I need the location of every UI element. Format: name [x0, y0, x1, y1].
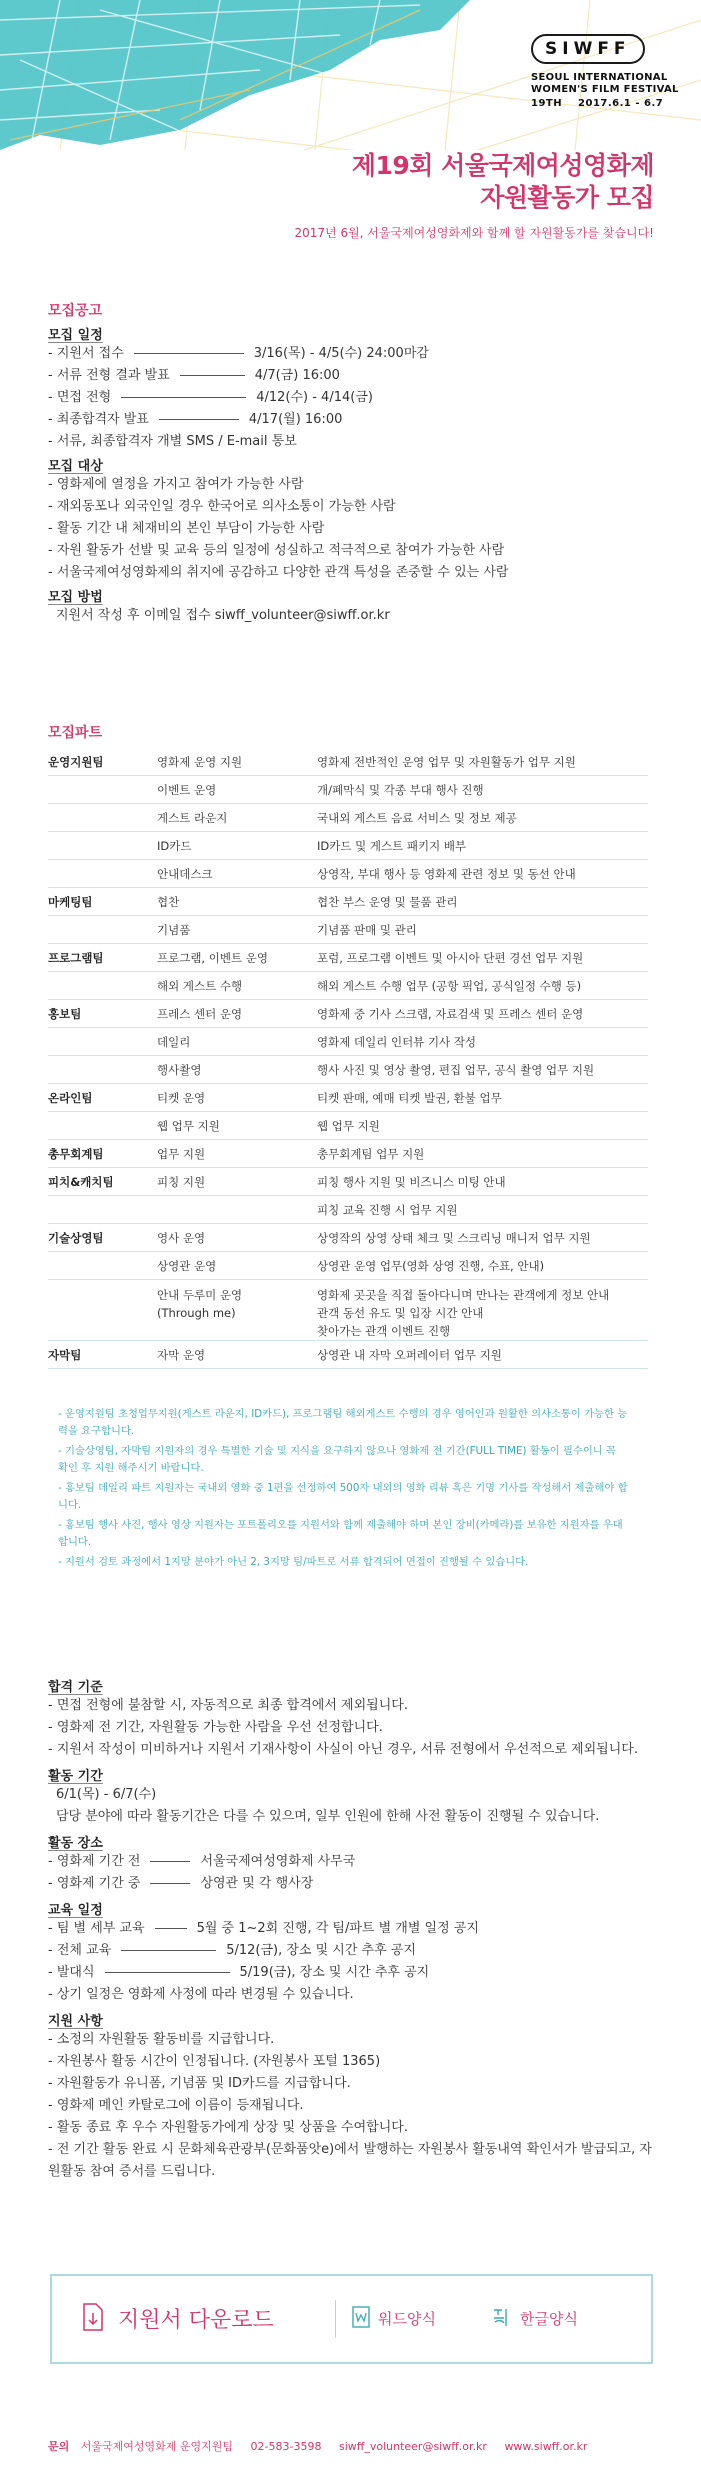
title-block: [295, 150, 655, 241]
parts-team: 운영지원팀: [48, 748, 157, 776]
parts-team: [48, 1056, 157, 1084]
parts-role: 업무 지원: [157, 1140, 317, 1168]
schedule-row: [48, 343, 661, 365]
schedule-note: - 서류, 최종합격자 개별 SMS / E-mail 통보: [48, 434, 297, 449]
parts-role: 상영관 운영: [157, 1252, 317, 1280]
schedule-value: 4/17(월) 16:00: [248, 412, 343, 427]
training-value: 5/19(금), 장소 및 시간 추후 공지: [239, 1965, 430, 1980]
download-separator: [335, 2300, 336, 2338]
parts-team: [48, 1028, 157, 1056]
page-title-line2: 자원활동가 모집: [480, 183, 654, 212]
parts-notes: [58, 1406, 628, 1574]
parts-desc: 티켓 판매, 예매 티켓 발권, 환불 업무: [317, 1084, 648, 1112]
place-label: - 영화제 기간 중: [48, 1876, 141, 1891]
word-form-label: 워드양식: [378, 2310, 436, 2328]
parts-row: [48, 1056, 648, 1084]
parts-desc: 행사 사진 및 영상 촬영, 편집 업무, 공식 촬영 업무 지원: [317, 1056, 648, 1084]
place-label: - 영화제 기간 전: [48, 1854, 141, 1869]
logo-edition: 19TH: [531, 98, 563, 109]
logo-mark: SIWFF: [531, 34, 645, 64]
contact-label: 문의: [48, 2440, 70, 2453]
training-row: [48, 1940, 658, 1962]
parts-row: [48, 888, 648, 916]
word-doc-icon: [352, 2306, 370, 2328]
period-note: 담당 분야에 따라 활동기간은 다를 수 있으며, 일부 인원에 한해 사전 활동이 진행될 수 있습니다.: [56, 1809, 600, 1824]
note-item: - 지원서 검토 과정에서 1지망 분야가 아닌 2, 3지망 팀/파트로 서류 합격되어 면접이 진행될 수 있습니다.: [58, 1556, 529, 1568]
parts-role: 웹 업무 지원: [157, 1112, 317, 1140]
logo-line2: WOMEN'S FILM FESTIVAL: [531, 84, 679, 95]
parts-row: [48, 1112, 648, 1140]
schedule-value: 4/7(금) 16:00: [254, 368, 340, 383]
parts-role: 티켓 운영: [157, 1084, 317, 1112]
recruit-heading: 모집공고: [48, 303, 103, 319]
target-list: [48, 474, 661, 584]
target-title: 모집 대상: [48, 459, 103, 474]
schedule-row: [48, 365, 661, 387]
training-note: - 상기 일정은 영화제 사정에 따라 변경될 수 있습니다.: [48, 1987, 354, 2002]
parts-role: 피칭 지원: [157, 1168, 317, 1196]
note-item: - 홍보팀 행사 사진, 행사 영상 지원자는 포트폴리오를 지원서와 함께 제출해야 하며 본인 장비(카메라)를 보유한 지원자를 우대합니다.: [58, 1519, 623, 1548]
parts-role: 안내데스크: [157, 860, 317, 888]
parts-team: 온라인팀: [48, 1084, 157, 1112]
place-row: [48, 1873, 658, 1895]
criteria-item: - 지원서 작성이 미비하거나 지원서 기재사항이 사실이 아닌 경우, 서류 전형에서 우선적으로 제외됩니다.: [48, 1742, 638, 1757]
training-label: - 팀 별 세부 교육: [48, 1921, 145, 1936]
place-value: 상영관 및 각 행사장: [200, 1876, 314, 1891]
header: [0, 0, 701, 150]
parts-team: 자막팀: [48, 1341, 157, 1369]
training-leader: [105, 1972, 230, 1973]
training-value: 5/12(금), 장소 및 시간 추후 공지: [226, 1943, 416, 1958]
target-item: - 활동 기간 내 체재비의 본인 부담이 가능한 사람: [48, 521, 325, 536]
parts-role: 안내 두루미 운영 (Through me): [157, 1280, 317, 1341]
parts-role: 게스트 라운지: [157, 804, 317, 832]
parts-role: 영사 운영: [157, 1224, 317, 1252]
schedule-leader: [180, 375, 245, 376]
contact-phone: 02-583-3598: [250, 2440, 322, 2453]
logo-dates: 2017.6.1 - 6.7: [578, 98, 664, 109]
parts-row: [48, 1028, 648, 1056]
parts-role: 자막 운영: [157, 1341, 317, 1369]
training-label: - 전체 교육: [48, 1943, 112, 1958]
parts-row: [48, 1341, 648, 1369]
training-list: [48, 1918, 658, 1984]
logo-line1: SEOUL INTERNATIONAL: [531, 72, 668, 83]
criteria-item: - 면접 전형에 불참할 시, 자동적으로 최종 합격에서 제외됩니다.: [48, 1698, 408, 1713]
download-box: [50, 2274, 653, 2364]
download-application-button[interactable]: [52, 2276, 335, 2362]
parts-team: 피치&캐치팀: [48, 1168, 157, 1196]
parts-team: [48, 776, 157, 804]
target-item: - 영화제에 열정을 가지고 참여가 가능한 사람: [48, 477, 304, 492]
schedule-label: - 지원서 접수: [48, 346, 124, 361]
page-subtitle: 2017년 6월, 서울국제여성영화제와 함께 할 자원활동가를 찾습니다!: [294, 226, 654, 240]
parts-role: [157, 1196, 317, 1224]
parts-team: 프로그램팀: [48, 944, 157, 972]
parts-desc: 해외 게스트 수행 업무 (공항 픽업, 공식일정 수행 등): [317, 972, 648, 1000]
parts-table: [48, 748, 648, 1369]
support-item: - 소정의 자원활동 활동비를 지급합니다.: [48, 2032, 275, 2047]
contact-email[interactable]: siwff_volunteer@siwff.or.kr: [338, 2440, 487, 2453]
place-leader: [150, 1883, 190, 1884]
parts-row: [48, 972, 648, 1000]
place-list: [48, 1851, 658, 1895]
note-item: - 홍보팀 데일리 파트 지원자는 국내외 영화 중 1편을 선정하여 500자 내외의 영화 리뷰 혹은 기명 기사를 작성해서 제출해야 합니다.: [58, 1482, 628, 1511]
parts-desc: 국내외 게스트 음료 서비스 및 정보 제공: [317, 804, 648, 832]
parts-role: 프로그램, 이벤트 운영: [157, 944, 317, 972]
parts-team: [48, 1196, 157, 1224]
support-item: - 영화제 메인 카탈로그에 이름이 등재됩니다.: [48, 2098, 304, 2113]
schedule-row: [48, 409, 661, 431]
parts-team: 마케팅팀: [48, 888, 157, 916]
parts-row: [48, 1140, 648, 1168]
parts-desc: 웹 업무 지원: [317, 1112, 648, 1140]
details-section: [48, 1676, 658, 2183]
note-item: - 기술상영팀, 자막팀 지원자의 경우 특별한 기술 및 지식을 요구하지 않으나 영화제 전 기간(FULL TIME) 활동이 필수이니 꼭 확인 후 지원 해주시기 바랍니다.: [58, 1445, 616, 1474]
parts-row: [48, 1168, 648, 1196]
parts-team: 총무회계팀: [48, 1140, 157, 1168]
support-item: - 전 기간 활동 완료 시 문화체육관광부(문화품앗e)에서 발행하는 자원봉사 활동내역 확인서가 발급되고, 자원활동 참여 증서를 드립니다.: [48, 2142, 652, 2179]
parts-row: [48, 1000, 648, 1028]
place-row: [48, 1851, 658, 1873]
parts-role: ID카드: [157, 832, 317, 860]
page-title-line1: 제19회 서울국제여성영화제: [351, 151, 654, 180]
criteria-list: [48, 1695, 658, 1761]
parts-row: [48, 804, 648, 832]
hwp-form-label: 한글양식: [520, 2310, 578, 2328]
parts-desc: 상영관 운영 업무(영화 상영 진행, 수표, 안내): [317, 1252, 648, 1280]
support-title: 지원 사항: [48, 2014, 103, 2029]
target-item: - 재외동포나 외국인일 경우 한국어로 의사소통이 가능한 사람: [48, 499, 396, 514]
support-item: - 활동 종료 후 우수 자원활동가에게 상장 및 상품을 수여합니다.: [48, 2120, 408, 2135]
parts-role: 이벤트 운영: [157, 776, 317, 804]
note-item: - 운영지원팀 초청업무지원(게스트 라운지, ID카드), 프로그램팀 해외게스트 수행의 경우 영어인과 원활한 의사소통이 가능한 능력을 요구합니다.: [58, 1408, 628, 1437]
parts-desc: ID카드 및 게스트 패키지 배부: [317, 832, 648, 860]
word-form-link[interactable]: [352, 2296, 472, 2342]
parts-desc: 총무회계팀 업무 지원: [317, 1140, 648, 1168]
parts-row: [48, 1224, 648, 1252]
training-row: [48, 1918, 658, 1940]
parts-team: [48, 832, 157, 860]
download-label: 지원서 다운로드: [118, 2308, 274, 2333]
schedule-label: - 서류 전형 결과 발표: [48, 368, 170, 383]
parts-desc: 상영작의 상영 상태 체크 및 스크리닝 매니저 업무 지원: [317, 1224, 648, 1252]
training-value: 5월 중 1~2회 진행, 각 팀/파트 별 개별 일정 공지: [196, 1921, 479, 1936]
parts-desc: 개/폐막식 및 각종 부대 행사 진행: [317, 776, 648, 804]
schedule-leader: [121, 397, 246, 398]
place-value: 서울국제여성영화제 사무국: [200, 1854, 356, 1869]
training-leader: [121, 1950, 216, 1951]
schedule-value: 3/16(목) - 4/5(수) 24:00마감: [253, 346, 429, 361]
training-leader: [155, 1928, 187, 1929]
parts-row: [48, 1084, 648, 1112]
period-title: 활동 기간: [48, 1769, 103, 1784]
parts-team: [48, 1252, 157, 1280]
parts-heading: 모집파트: [48, 725, 103, 741]
parts-role: 해외 게스트 수행: [157, 972, 317, 1000]
schedule-leader: [159, 419, 239, 420]
parts-role: 프레스 센터 운영: [157, 1000, 317, 1028]
parts-row: [48, 748, 648, 776]
training-label: - 발대식: [48, 1965, 95, 1980]
parts-team: [48, 1280, 157, 1341]
schedule-value: 4/12(수) - 4/14(금): [256, 390, 373, 405]
parts-desc: 포럼, 프로그램 이벤트 및 아시아 단편 경선 업무 지원: [317, 944, 648, 972]
parts-team: [48, 804, 157, 832]
parts-row: [48, 832, 648, 860]
parts-role: 협찬: [157, 888, 317, 916]
parts-team: [48, 916, 157, 944]
contact-web[interactable]: www.siwff.or.kr: [504, 2440, 588, 2453]
training-row: [48, 1962, 658, 1984]
parts-row: [48, 944, 648, 972]
parts-team: [48, 860, 157, 888]
support-item: - 자원활동가 유니폼, 기념품 및 ID카드를 지급합니다.: [48, 2076, 351, 2091]
method-title: 모집 방법: [48, 590, 103, 605]
hwp-doc-icon: [492, 2306, 512, 2328]
parts-team: [48, 1112, 157, 1140]
parts-desc: 상영작, 부대 행사 등 영화제 관련 정보 및 동선 안내: [317, 860, 648, 888]
parts-desc: 영화제 곳곳을 직접 돌아다니며 만나는 관객에게 정보 안내 관객 동선 유도 및 입장 시간 안내 찾아가는 관객 이벤트 진행: [317, 1280, 648, 1341]
schedule-label: - 면접 전형: [48, 390, 112, 405]
criteria-item: - 영화제 전 기간, 자원활동 가능한 사람을 우선 선정합니다.: [48, 1720, 383, 1735]
parts-row: [48, 860, 648, 888]
support-item: - 자원봉사 활동 시간이 인정됩니다. (자원봉사 포털 1365): [48, 2054, 381, 2069]
parts-desc: 영화제 데일리 인터뷰 기사 작성: [317, 1028, 648, 1056]
schedule-label: - 최종합격자 발표: [48, 412, 149, 427]
hwp-form-link[interactable]: [492, 2296, 622, 2342]
festival-logo: [531, 34, 681, 109]
parts-team: 홍보팀: [48, 1000, 157, 1028]
parts-desc: 상영관 내 자막 오퍼레이터 업무 지원: [317, 1341, 648, 1369]
parts-row: [48, 776, 648, 804]
parts-role: 데일리: [157, 1028, 317, 1056]
parts-team: 기술상영팀: [48, 1224, 157, 1252]
contact-line: [48, 2438, 658, 2454]
contact-org: 서울국제여성영화제 운영지원팀: [80, 2440, 234, 2453]
parts-row: [48, 1196, 648, 1224]
parts-role: 행사촬영: [157, 1056, 317, 1084]
parts-role: 영화제 운영 지원: [157, 748, 317, 776]
schedule-list: [48, 343, 661, 431]
parts-desc: 피칭 교육 진행 시 업무 지원: [317, 1196, 648, 1224]
target-item: - 서울국제여성영화제의 취지에 공감하고 다양한 관객 특성을 존중할 수 있는 사람: [48, 565, 509, 580]
parts-row: [48, 1280, 648, 1341]
parts-desc: 피칭 행사 지원 및 비즈니스 미팅 안내: [317, 1168, 648, 1196]
parts-desc: 기념품 판매 및 관리: [317, 916, 648, 944]
place-title: 활동 장소: [48, 1836, 103, 1851]
schedule-leader: [134, 353, 244, 354]
place-leader: [150, 1861, 190, 1862]
logo-date: [531, 98, 681, 109]
download-icon: [82, 2303, 104, 2331]
period-range: 6/1(목) - 6/7(수): [56, 1787, 157, 1802]
target-item: - 자원 활동가 선발 및 교육 등의 일정에 성실하고 적극적으로 참여가 가능한 사람: [48, 543, 505, 558]
parts-row: [48, 1252, 648, 1280]
parts-desc: 영화제 전반적인 운영 업무 및 자원활동가 업무 지원: [317, 748, 648, 776]
recruit-section: [48, 300, 661, 627]
criteria-title: 합격 기준: [48, 1680, 103, 1695]
parts-row: [48, 916, 648, 944]
training-title: 교육 일정: [48, 1903, 103, 1918]
schedule-title: 모집 일정: [48, 328, 103, 343]
method-text: 지원서 작성 후 이메일 접수 siwff_volunteer@siwff.or.kr: [56, 608, 390, 623]
support-list: [48, 2029, 658, 2183]
parts-desc: 협찬 부스 운영 및 물품 관리: [317, 888, 648, 916]
parts-desc: 영화제 중 기사 스크랩, 자료검색 및 프레스 센터 운영: [317, 1000, 648, 1028]
parts-team: [48, 972, 157, 1000]
parts-role: 기념품: [157, 916, 317, 944]
schedule-row: [48, 387, 661, 409]
